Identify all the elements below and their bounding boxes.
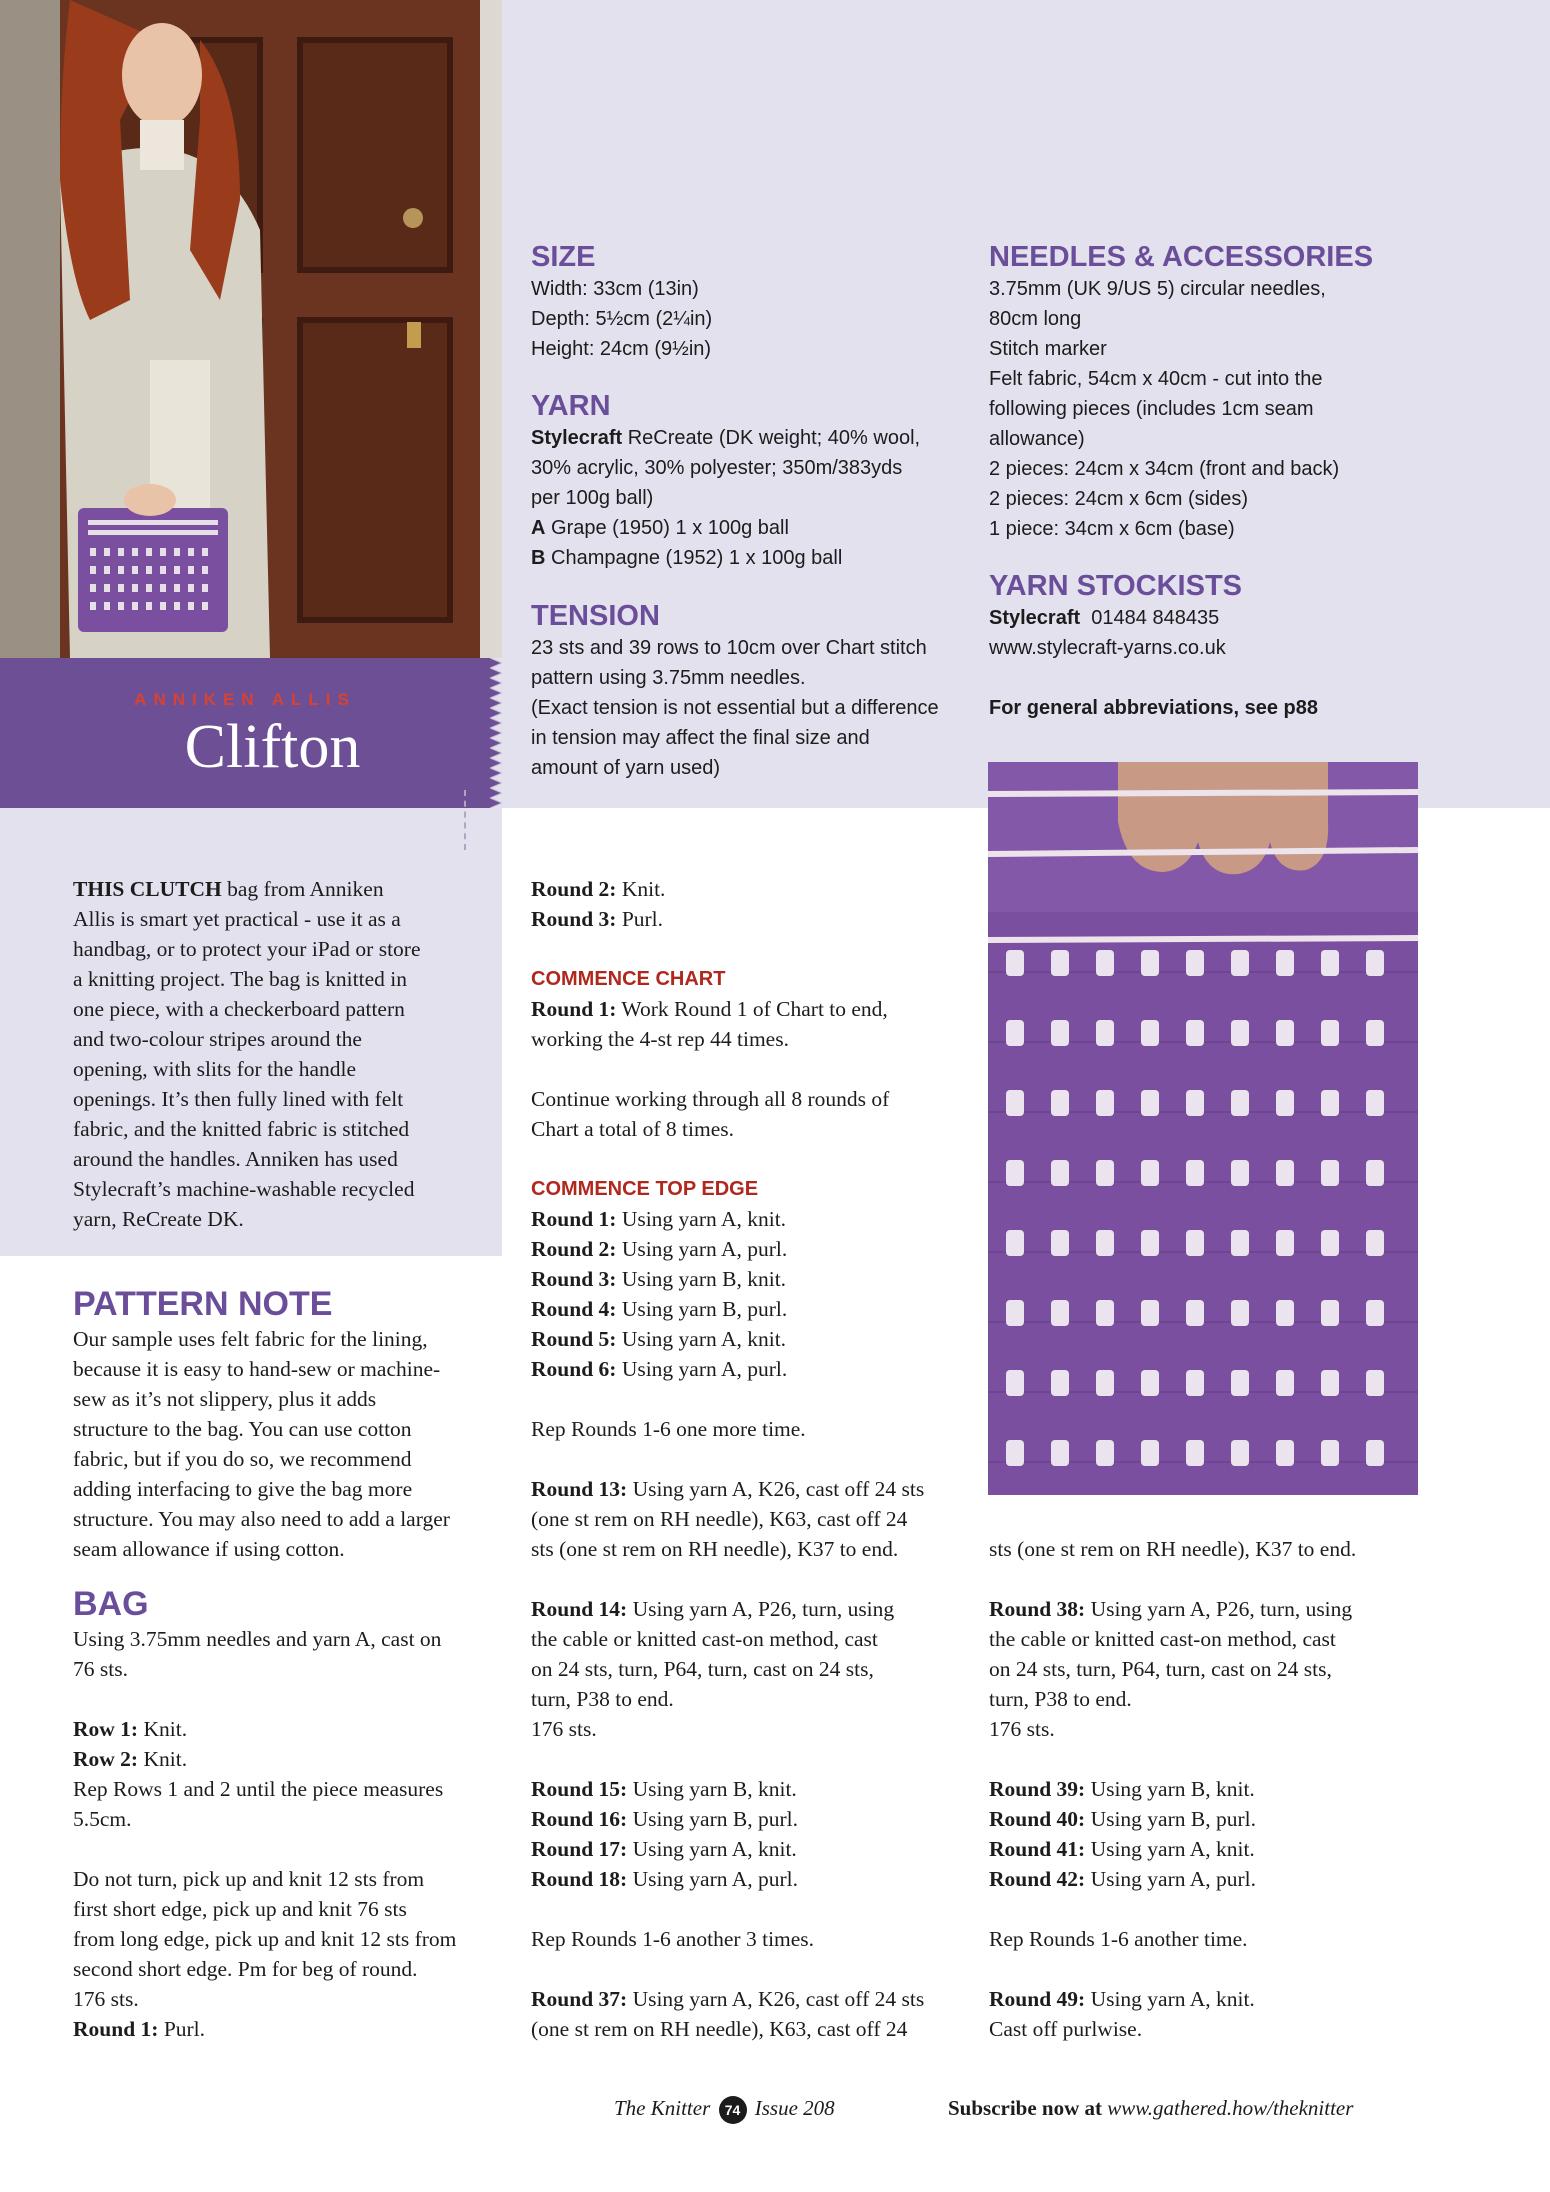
bag-line: from long edge, pick up and knit 12 sts from bbox=[73, 1927, 457, 1951]
instructions-column-3 bbox=[989, 1534, 1449, 2044]
round-label: Round 40: bbox=[989, 1807, 1086, 1831]
yarn-section bbox=[531, 389, 991, 573]
pattern-title: Clifton bbox=[184, 713, 361, 781]
needles-line: 2 pieces: 24cm x 34cm (front and back) bbox=[989, 458, 1340, 480]
bag-section bbox=[73, 1584, 503, 2044]
hero-photo bbox=[0, 0, 502, 658]
round-text: on 24 sts, turn, P64, turn, cast on 24 sts, bbox=[989, 1657, 1332, 1681]
round-label: Round 42: bbox=[989, 1867, 1086, 1891]
round-label: Round 38: bbox=[989, 1597, 1086, 1621]
round-text: Using yarn B, purl. bbox=[627, 1807, 798, 1831]
round-text: 176 sts. bbox=[531, 1717, 597, 1741]
issue-number: Issue 208 bbox=[754, 2096, 835, 2120]
intro-line: Stylecraft’s machine-washable recycled bbox=[73, 1177, 415, 1201]
page-number-badge bbox=[719, 2096, 747, 2124]
yarn-a-text: Grape (1950) 1 x 100g ball bbox=[545, 517, 789, 539]
intro-line: yarn, ReCreate DK. bbox=[73, 1207, 244, 1231]
round-text: Using yarn B, purl. bbox=[616, 1297, 788, 1321]
round-text: Using yarn A, knit. bbox=[1085, 1837, 1255, 1861]
needles-line: 2 pieces: 24cm x 6cm (sides) bbox=[989, 488, 1248, 510]
instruction-line: Rep Rounds 1-6 another time. bbox=[989, 1927, 1248, 1951]
round-label: Round 37: bbox=[531, 1987, 628, 2011]
stockists-section bbox=[989, 569, 1469, 723]
round-label: Round 4: bbox=[531, 1297, 617, 1321]
yarn-brand: Stylecraft bbox=[531, 427, 623, 449]
round-label: Round 1: bbox=[531, 997, 617, 1021]
footer-magazine bbox=[614, 2096, 835, 2124]
stockist-website[interactable]: www.stylecraft-yarns.co.uk bbox=[989, 637, 1226, 659]
needles-heading: NEEDLES & ACCESSORIES bbox=[989, 241, 1374, 273]
intro-line: bag from Anniken bbox=[221, 877, 384, 901]
bag-line: first short edge, pick up and knit 76 sts bbox=[73, 1897, 407, 1921]
bag-line: Do not turn, pick up and knit 12 sts from bbox=[73, 1867, 425, 1891]
row-text: Knit. bbox=[138, 1717, 188, 1741]
round-text: Using yarn A, purl. bbox=[616, 1237, 788, 1261]
round-label: Round 39: bbox=[989, 1777, 1086, 1801]
round-text: Using yarn A, knit. bbox=[616, 1327, 787, 1351]
row-text: Knit. bbox=[138, 1747, 188, 1771]
pattern-note-line: structure to the bag. You can use cotton bbox=[73, 1417, 412, 1441]
round-text: Using yarn A, P26, turn, using bbox=[627, 1597, 895, 1621]
round-text: Using yarn B, purl. bbox=[1085, 1807, 1256, 1831]
instruction-line: Cast off purlwise. bbox=[989, 2017, 1143, 2041]
pattern-note-line: seam allowance if using cotton. bbox=[73, 1537, 345, 1561]
instruction-line: Rep Rounds 1-6 another 3 times. bbox=[531, 1927, 815, 1951]
round-label: Round 1: bbox=[531, 1207, 617, 1231]
row-label: Row 1: bbox=[73, 1717, 139, 1741]
yarn-line: ReCreate (DK weight; 40% wool, bbox=[622, 427, 921, 449]
intro-line: fabric, and the knitted fabric is stitched bbox=[73, 1117, 410, 1141]
yarn-line: per 100g ball) bbox=[531, 487, 654, 509]
round-text: the cable or knitted cast-on method, cast bbox=[531, 1627, 878, 1651]
round-text: (one st rem on RH needle), K63, cast off 24 bbox=[531, 1507, 908, 1531]
bag-line: 76 sts. bbox=[73, 1657, 128, 1681]
round-text: the cable or knitted cast-on method, cast bbox=[989, 1627, 1336, 1651]
commence-top-edge-heading: COMMENCE TOP EDGE bbox=[531, 1178, 759, 1200]
footer-subscribe bbox=[948, 2096, 1353, 2121]
round-text: sts (one st rem on RH needle), K37 to end. bbox=[531, 1537, 899, 1561]
round-text: Using yarn A, K26, cast off 24 sts bbox=[627, 1477, 925, 1501]
instruction-line: Chart a total of 8 times. bbox=[531, 1117, 735, 1141]
abbreviations-note: For general abbreviations, see p88 bbox=[989, 697, 1319, 719]
bag-line: 176 sts. bbox=[73, 1987, 139, 2011]
round-text: Using yarn B, knit. bbox=[1085, 1777, 1255, 1801]
page-number: 74 bbox=[724, 2102, 741, 2119]
round-text: Using yarn A, purl. bbox=[627, 1867, 798, 1891]
round-text: on 24 sts, turn, P64, turn, cast on 24 sts, bbox=[531, 1657, 874, 1681]
round-label: Round 17: bbox=[531, 1837, 628, 1861]
instruction-line: Rep Rounds 1-6 one more time. bbox=[531, 1417, 806, 1441]
round-label: Round 41: bbox=[989, 1837, 1086, 1861]
model-with-bag-illustration bbox=[0, 0, 502, 658]
round-text: Knit. bbox=[616, 877, 666, 901]
round-label: Round 18: bbox=[531, 1867, 628, 1891]
pattern-note-line: fabric, but if you do so, we recommend bbox=[73, 1447, 412, 1471]
round-text: Work Round 1 of Chart to end, bbox=[616, 997, 888, 1021]
intro-line: opening, with slits for the handle bbox=[73, 1057, 357, 1081]
pattern-note-section bbox=[73, 1284, 503, 1564]
intro-line: a knitting project. The bag is knitted in bbox=[73, 967, 407, 991]
yarn-b-text: Champagne (1952) 1 x 100g ball bbox=[545, 547, 843, 569]
round-text: sts (one st rem on RH needle), K37 to end. bbox=[989, 1537, 1357, 1561]
round-text: Using yarn A, knit. bbox=[627, 1837, 797, 1861]
round-text: turn, P38 to end. bbox=[989, 1687, 1132, 1711]
bag-line: 5.5cm. bbox=[73, 1807, 132, 1831]
bag-line: second short edge. Pm for beg of round. bbox=[73, 1957, 418, 1981]
intro-line: openings. It’s then fully lined with felt bbox=[73, 1087, 404, 1111]
needles-line: Felt fabric, 54cm x 40cm - cut into the bbox=[989, 368, 1323, 390]
commence-chart-heading: COMMENCE CHART bbox=[531, 968, 726, 990]
round-label: Round 14: bbox=[531, 1597, 628, 1621]
dashed-divider bbox=[464, 790, 468, 850]
intro-line: handbag, or to protect your iPad or store bbox=[73, 937, 421, 961]
magazine-name: The Knitter bbox=[614, 2096, 711, 2120]
round-text: turn, P38 to end. bbox=[531, 1687, 674, 1711]
round-label: Round 6: bbox=[531, 1357, 617, 1381]
size-line: Height: 24cm (9½in) bbox=[531, 338, 712, 360]
needles-line: 1 piece: 34cm x 6cm (base) bbox=[989, 518, 1235, 540]
intro-line: Allis is smart yet practical - use it as a bbox=[73, 907, 401, 931]
round-label: Round 15: bbox=[531, 1777, 628, 1801]
bag-heading: BAG bbox=[73, 1585, 149, 1623]
yarn-b-label: B bbox=[531, 547, 546, 569]
instruction-line: Continue working through all 8 rounds of bbox=[531, 1087, 890, 1111]
tension-line: amount of yarn used) bbox=[531, 757, 720, 779]
tension-line: in tension may affect the final size and bbox=[531, 727, 870, 749]
stockists-heading: YARN STOCKISTS bbox=[989, 570, 1242, 602]
round-label: Round 16: bbox=[531, 1807, 628, 1831]
round-text: Using yarn A, K26, cast off 24 sts bbox=[627, 1987, 925, 2011]
intro-line: around the handles. Anniken has used bbox=[73, 1147, 398, 1171]
tension-heading: TENSION bbox=[531, 600, 660, 632]
pattern-note-line: structure. You may also need to add a larger bbox=[73, 1507, 450, 1531]
pattern-note-line: sew as it’s not slippery, plus it adds bbox=[73, 1387, 377, 1411]
needles-line: 80cm long bbox=[989, 308, 1082, 330]
yarn-line: 30% acrylic, 30% polyester; 350m/383yds bbox=[531, 457, 903, 479]
pattern-note-heading: PATTERN NOTE bbox=[73, 1285, 333, 1323]
stockist-brand: Stylecraft bbox=[989, 607, 1081, 629]
round-label: Round 13: bbox=[531, 1477, 628, 1501]
size-section bbox=[531, 240, 971, 364]
designer-byline: ANNIKEN ALLIS bbox=[134, 690, 356, 709]
size-line: Depth: 5½cm (2¼in) bbox=[531, 308, 713, 330]
bag-line: Using 3.75mm needles and yarn A, cast on bbox=[73, 1627, 442, 1651]
needles-section bbox=[989, 240, 1469, 544]
size-heading: SIZE bbox=[531, 241, 596, 273]
round-label: Round 49: bbox=[989, 1987, 1086, 2011]
round-text: Using yarn A, P26, turn, using bbox=[1085, 1597, 1353, 1621]
needles-line: 3.75mm (UK 9/US 5) circular needles, bbox=[989, 278, 1326, 300]
needles-line: following pieces (includes 1cm seam bbox=[989, 398, 1314, 420]
round-text: Using yarn B, knit. bbox=[627, 1777, 797, 1801]
round-label: Round 3: bbox=[531, 1267, 617, 1291]
round-text: Using yarn A, knit. bbox=[616, 1207, 787, 1231]
round-text: (one st rem on RH needle), K63, cast off 24 bbox=[531, 2017, 908, 2041]
stockist-phone: 01484 848435 bbox=[1091, 607, 1220, 629]
tension-line: (Exact tension is not essential but a difference bbox=[531, 697, 939, 719]
intro-line: and two-colour stripes around the bbox=[73, 1027, 362, 1051]
size-line: Width: 33cm (13in) bbox=[531, 278, 699, 300]
bag-line: Rep Rows 1 and 2 until the piece measures bbox=[73, 1777, 444, 1801]
round-text: Using yarn A, purl. bbox=[1085, 1867, 1256, 1891]
round-text: Purl. bbox=[158, 2017, 206, 2041]
knitted-swatch-photo bbox=[988, 762, 1418, 1495]
round-text: 176 sts. bbox=[989, 1717, 1055, 1741]
round-label: Round 5: bbox=[531, 1327, 617, 1351]
round-text: Purl. bbox=[616, 907, 664, 931]
pattern-note-line: adding interfacing to give the bag more bbox=[73, 1477, 413, 1501]
round-label: Round 3: bbox=[531, 907, 617, 931]
intro-lead: THIS CLUTCH bbox=[73, 877, 222, 901]
round-text: Using yarn B, knit. bbox=[616, 1267, 787, 1291]
subscribe-text: Subscribe now at bbox=[948, 2096, 1108, 2120]
round-text: Using yarn A, knit. bbox=[1085, 1987, 1255, 2011]
round-text: Using yarn A, purl. bbox=[616, 1357, 788, 1381]
needles-line: Stitch marker bbox=[989, 338, 1107, 360]
yarn-a-label: A bbox=[531, 517, 546, 539]
yarn-heading: YARN bbox=[531, 390, 611, 422]
tension-line: pattern using 3.75mm needles. bbox=[531, 667, 806, 689]
instructions-column-2 bbox=[531, 874, 971, 2044]
tension-section bbox=[531, 599, 991, 783]
needles-line: allowance) bbox=[989, 428, 1085, 450]
round-text: working the 4-st rep 44 times. bbox=[531, 1027, 789, 1051]
pattern-note-line: because it is easy to hand-sew or machine- bbox=[73, 1357, 441, 1381]
intro-paragraph bbox=[73, 874, 503, 1234]
swatch-illustration bbox=[988, 762, 1418, 1495]
intro-line: one piece, with a checkerboard pattern bbox=[73, 997, 405, 1021]
pattern-note-line: Our sample uses felt fabric for the lining, bbox=[73, 1327, 428, 1351]
round-label: Round 2: bbox=[531, 877, 617, 901]
subscribe-url[interactable]: www.gathered.how/theknitter bbox=[1107, 2096, 1354, 2120]
round-label: Round 2: bbox=[531, 1237, 617, 1261]
tension-line: 23 sts and 39 rows to 10cm over Chart stitch bbox=[531, 637, 927, 659]
round-label: Round 1: bbox=[73, 2017, 159, 2041]
row-label: Row 2: bbox=[73, 1747, 139, 1771]
